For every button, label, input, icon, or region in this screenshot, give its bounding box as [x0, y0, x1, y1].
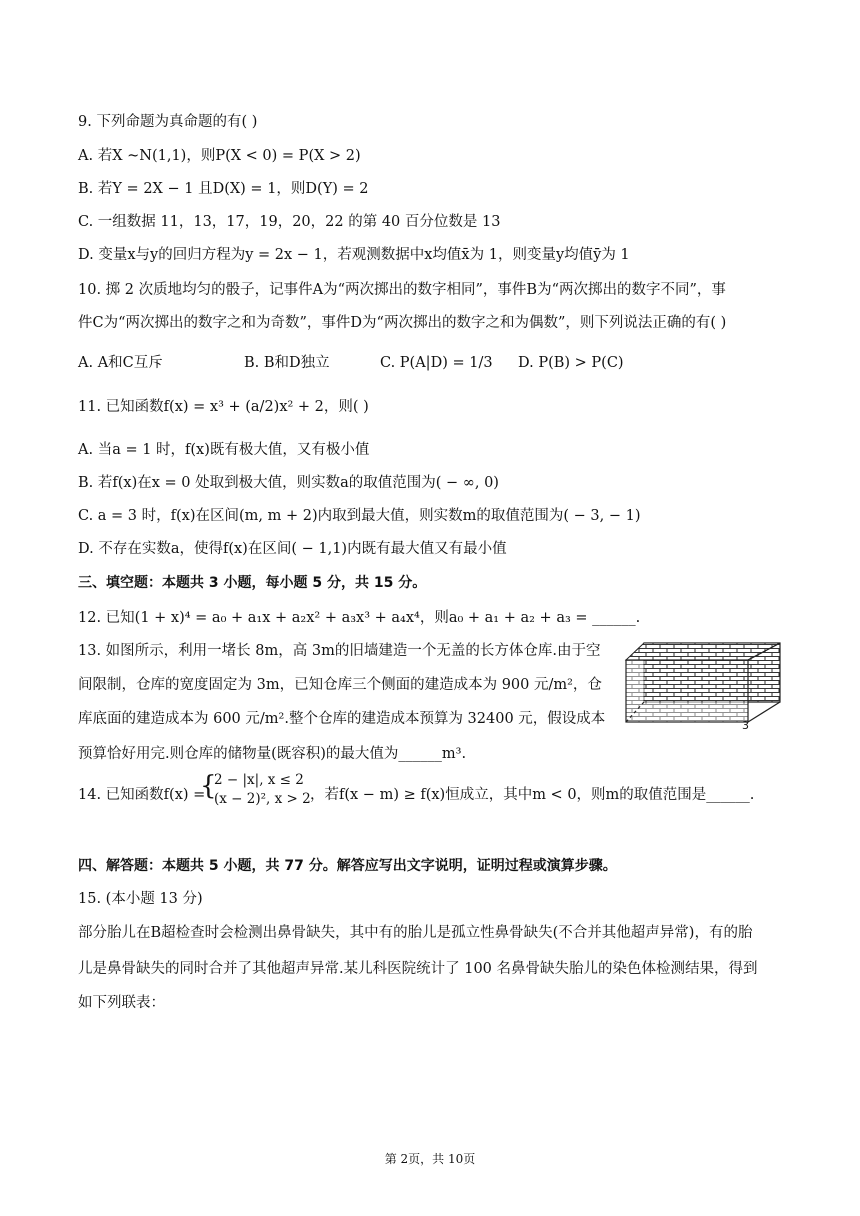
q10-option-b: B. B和D独立: [244, 355, 330, 371]
q9-stem: 9. 下列命题为真命题的有( ): [78, 114, 258, 130]
q14-case-1: 2 − |x|, x ≤ 2: [214, 772, 304, 788]
q10-option-c: C. P(A|D) = 1/3: [380, 355, 493, 371]
q11-option-b: B. 若f(x)在x = 0 处取到极大值，则实数a的取值范围为( − ∞, 0): [78, 475, 499, 491]
q15-line2: 儿是鼻骨缺失的同时合并了其他超声异常.某儿科医院统计了 100 名鼻骨缺失胎儿的染色体检测结果，得到: [78, 961, 758, 977]
q15-line1: 部分胎儿在B超检查时会检测出鼻骨缺失，其中有的胎儿是孤立性鼻骨缺失(不合并其他超声异常)，有的胎: [78, 925, 753, 941]
q14-case-2: (x − 2)², x > 2: [214, 791, 311, 807]
q14-prefix: 14. 已知函数f(x) =: [78, 787, 206, 803]
section-3-heading: 三、填空题：本题共 3 小题，每小题 5 分，共 15 分。: [78, 575, 427, 591]
q14-brace: {: [200, 771, 217, 801]
q13-line1: 13. 如图所示，利用一堵长 8m，高 3m的旧墙建造一个无盖的长方体仓库.由于空: [78, 643, 601, 659]
q13-line2: 间限制，仓库的宽度固定为 3m，已知仓库三个侧面的建造成本为 900 元/m²，仓: [78, 677, 602, 693]
warehouse-wall-figure: [622, 640, 784, 730]
section-4-heading: 四、解答题：本题共 5 小题，共 77 分。解答应写出文字说明，证明过程或演算步骤。: [78, 858, 617, 874]
figure-width-label: 3: [742, 719, 749, 730]
q13-line4: 预算恰好用完.则仓库的储物量(既容积)的最大值为______m³.: [78, 746, 467, 762]
page-footer: 第 2页，共 10页: [384, 1152, 476, 1166]
q11-option-c: C. a = 3 时，f(x)在区间(m, m + 2)内取到最大值，则实数m的取值范围为( − 3, − 1): [78, 508, 641, 524]
q11-stem: 11. 已知函数f(x) = x³ + (a/2)x² + 2，则( ): [78, 399, 369, 415]
q9-option-c: C. 一组数据 11，13，17，19，20，22 的第 40 百分位数是 13: [78, 214, 501, 230]
q11-option-a: A. 当a = 1 时，f(x)既有极大值，又有极小值: [78, 442, 370, 458]
q15-heading: 15. (本小题 13 分): [78, 891, 203, 907]
q9-option-b: B. 若Y = 2X − 1 且D(X) = 1，则D(Y) = 2: [78, 181, 369, 197]
q14-suffix: ，若f(x − m) ≥ f(x)恒成立，其中m < 0，则m的取值范围是______.: [310, 787, 755, 803]
q13-line3: 库底面的建造成本为 600 元/m².整个仓库的建造成本预算为 32400 元，假设成本: [78, 711, 606, 727]
q11-option-d: D. 不存在实数a，使得f(x)在区间( − 1,1)内既有最大值又有最小值: [78, 541, 507, 557]
q10-stem-line2: 件C为“两次掷出的数字之和为奇数”，事件D为“两次掷出的数字之和为偶数”，则下列说法正确的有( ): [78, 315, 727, 331]
question-14: [78, 772, 798, 814]
q10-option-d: D. P(B) > P(C): [518, 355, 624, 371]
q10-stem-line1: 10. 掷 2 次质地均匀的骰子，记事件A为“两次掷出的数字相同”，事件B为“两次掷出的数字不同”，事: [78, 282, 726, 298]
q15-line3: 如下列联表：: [78, 995, 165, 1011]
q10-option-a: A. A和C互斥: [78, 355, 163, 371]
question-12: 12. 已知(1 + x)⁴ = a₀ + a₁x + a₂x² + a₃x³ + a₄x⁴，则a₀ + a₁ + a₂ + a₃ = ______.: [78, 610, 641, 626]
q9-option-a: A. 若X ~N(1,1)，则P(X < 0) = P(X > 2): [78, 148, 361, 164]
q9-option-d: D. 变量x与y的回归方程为y = 2x − 1，若观测数据中x均值x̄为 1，则变量y均值ȳ为 1: [78, 247, 630, 263]
